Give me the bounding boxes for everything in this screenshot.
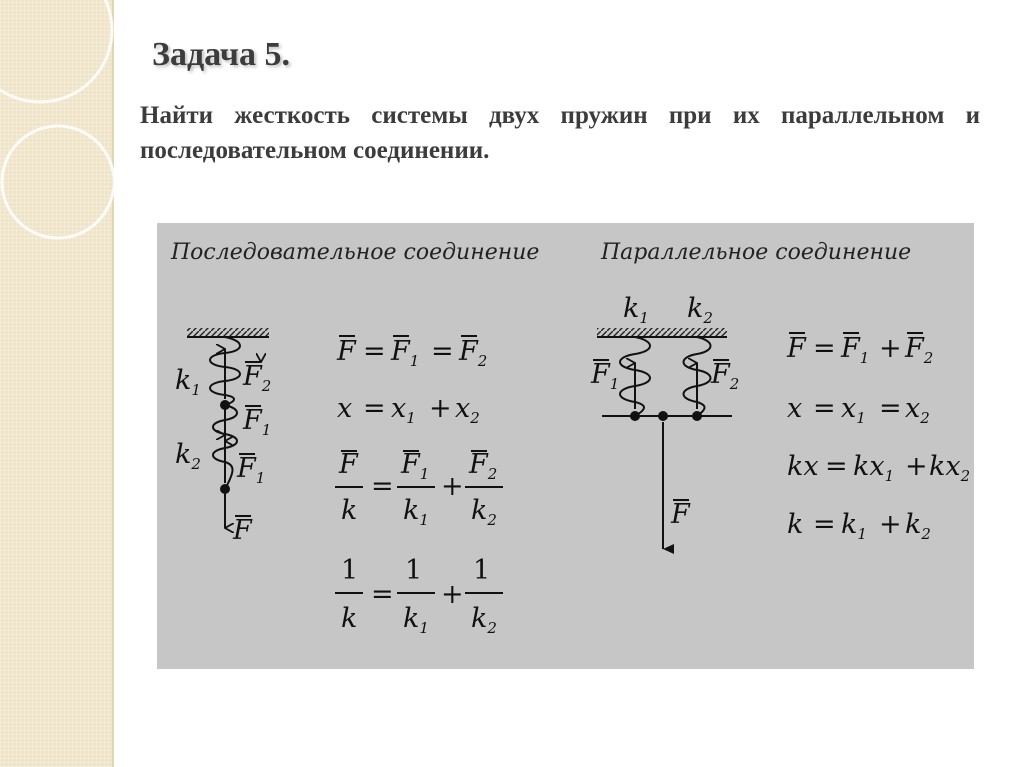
label-f1-parallel [590,359,619,393]
svg-text:1: 1 [341,555,359,586]
svg-text:F1: $F_1$ [391,336,420,370]
springs-diagram [157,223,974,669]
label-f2-parallel [710,359,739,393]
svg-text:+: + [905,451,928,482]
svg-text:x2: $x_2$ [905,393,930,427]
svg-text:F1: $F_1$ [591,359,620,393]
figure-panel [157,223,974,669]
series-spring-diagram [175,328,271,546]
svg-text:k: k [341,495,358,526]
series-connection-header: Последовательное соединение [171,240,540,265]
svg-text:F2: $F_2$ [243,361,272,395]
svg-text:=: = [813,393,836,424]
label-f1-lower [236,453,265,487]
svg-text:k: k [787,509,804,540]
label-k1: $k_1$ [175,365,201,399]
svg-text:=: = [825,451,848,482]
svg-text:kx: kx [787,451,819,482]
svg-text:F2: $F_2$ [469,449,498,483]
formula-series-fractions [335,449,503,529]
formula-series-force [336,336,487,370]
svg-text:+: + [879,509,902,540]
svg-text:=: = [813,333,836,364]
svg-text:=: = [879,393,902,424]
svg-text:F1: $F_1$ [841,333,870,367]
label-k1-parallel: $k_1$ [623,293,649,327]
parallel-formulas [786,333,970,543]
svg-text:x2: $x_2$ [455,393,480,427]
svg-text:+: + [441,471,464,502]
svg-text:k2: $k_2$ [905,509,931,543]
svg-text:1: 1 [473,555,491,586]
attach-point-k1 [630,411,640,421]
svg-text:k1: $k_1$ [403,495,429,529]
svg-text:=: = [363,336,386,367]
label-f-parallel [670,499,691,530]
svg-text:k2: $k_2$ [471,603,497,637]
formula-parallel-force [786,333,933,367]
label-k2: $k_2$ [175,439,201,473]
label-f1-upper [242,405,271,439]
svg-text:=: = [813,509,836,540]
svg-text:x1: $x_1$ [841,393,866,427]
formula-parallel-extension [787,393,930,427]
svg-text:x: x [787,393,803,424]
svg-text:kx2: $kx_2$ [929,451,971,485]
svg-text:=: = [371,579,394,610]
svg-text:k2: $k_2$ [471,495,497,529]
svg-text:=: = [371,471,394,502]
svg-text:F: F [787,333,806,364]
svg-text:F: F [233,515,252,546]
svg-text:F1: $F_1$ [243,405,272,439]
formula-parallel-hooke [787,451,970,485]
ceiling-support-parallel [597,328,727,336]
svg-text:F1: $F_1$ [237,453,266,487]
svg-text:k1: $k_1$ [403,603,429,637]
svg-text:k1: $k_1$ [841,509,867,543]
formula-parallel-stiffness [787,509,931,543]
task-statement: Найти жесткость системы двух пружин при их параллельном и последовательном соединении. [140,102,980,164]
svg-text:F1: $F_1$ [401,449,430,483]
label-f [232,515,253,546]
svg-text:+: + [879,333,902,364]
svg-text:F2: $F_2$ [905,333,934,367]
svg-text:k: k [341,603,358,634]
ceiling-support [187,328,269,336]
decorative-circles [0,0,130,260]
svg-text:F: F [339,449,358,480]
svg-text:x: x [337,393,353,424]
svg-text:F: F [671,499,690,530]
svg-text:x1: $x_1$ [391,393,416,427]
formula-series-extension [337,393,480,427]
svg-text:=: = [363,393,386,424]
svg-text:F2: $F_2$ [711,359,740,393]
parallel-connection-header: Параллельное соединение [601,240,912,265]
svg-text:+: + [429,393,452,424]
label-k2-parallel: $k_2$ [687,293,713,327]
series-formulas [335,336,503,637]
formula-series-stiffness [335,555,503,637]
slide-title: Задача 5. [152,36,290,73]
label-f2 [242,361,271,395]
svg-text:F2: $F_2$ [459,336,488,370]
svg-text:1: 1 [405,555,423,586]
parallel-spring-diagram [590,293,739,549]
svg-text:F: F [337,336,356,367]
attach-point-k2 [692,411,702,421]
load-point-parallel [658,411,668,421]
svg-text:=: = [431,336,454,367]
svg-text:+: + [441,579,464,610]
svg-text:kx1: $kx_1$ [853,451,895,485]
